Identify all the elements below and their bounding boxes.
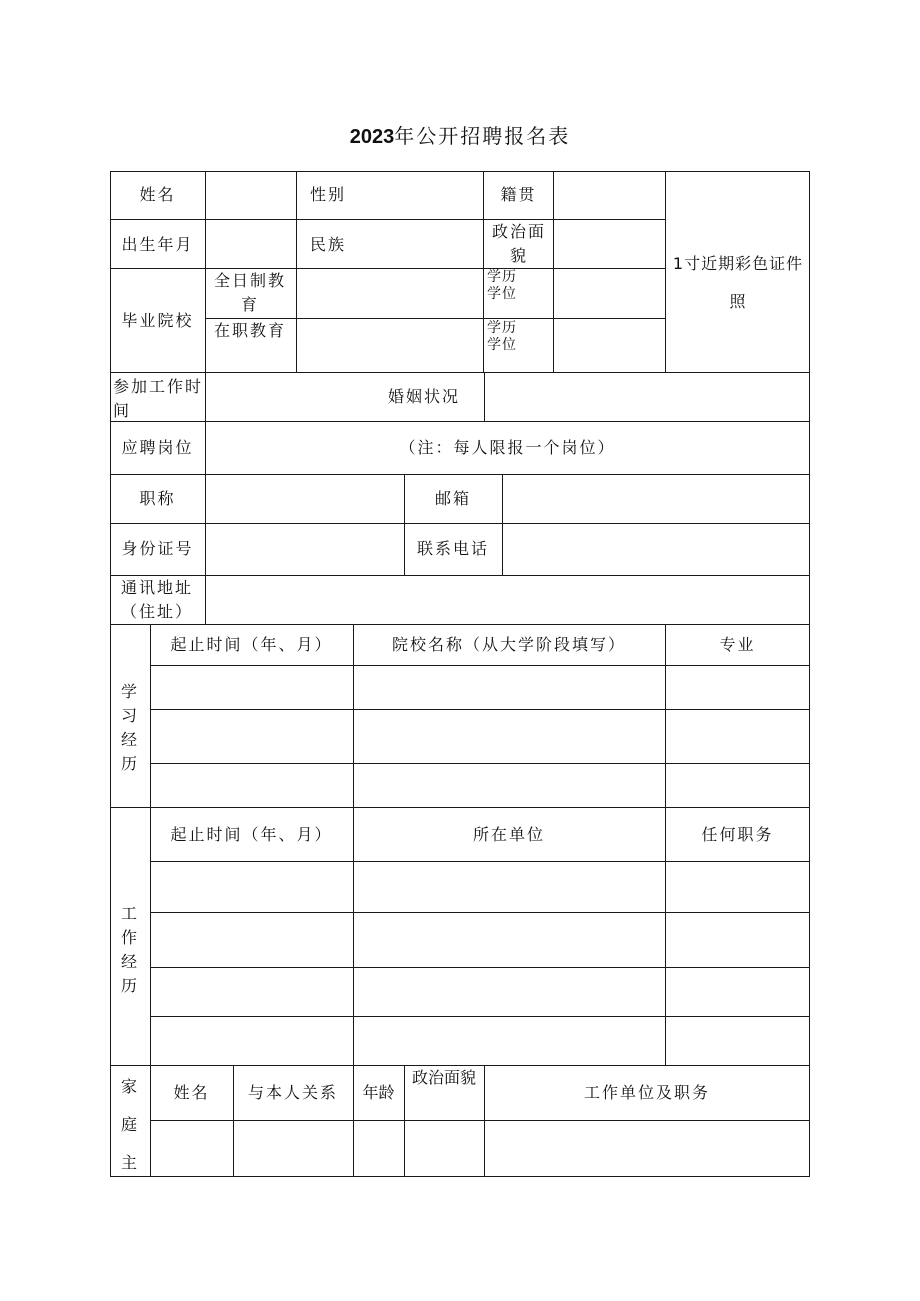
position-note: （注：每人限报一个岗位） (399, 438, 616, 457)
col-divider (502, 474, 503, 576)
row-divider (110, 219, 665, 220)
row-divider (150, 861, 810, 862)
label-photo: 1寸近期彩色证件照 (672, 254, 804, 311)
row-divider (110, 268, 665, 269)
row-divider (150, 1120, 810, 1121)
study-header-period: 起止时间（年、月） (170, 635, 333, 654)
label-name: 姓名 (139, 185, 176, 204)
border-top (110, 171, 810, 172)
family-header-name: 姓名 (173, 1083, 210, 1102)
col-divider (205, 372, 206, 625)
row-divider (110, 523, 810, 524)
row-divider (150, 709, 810, 710)
family-header-employer: 工作单位及职务 (583, 1083, 710, 1102)
label-marital: 婚姻状况 (388, 387, 461, 406)
row-divider (150, 912, 810, 913)
label-birth: 出生年月 (121, 235, 194, 254)
row-divider (150, 665, 810, 666)
row-divider (150, 763, 810, 764)
label-work-start: 参加工作时间 (113, 377, 204, 420)
border-right (809, 171, 810, 1177)
row-divider (110, 372, 810, 373)
col-divider (296, 171, 297, 373)
label-inservice-edu: 在职教育 (214, 321, 287, 340)
label-work: 工作经历 (120, 904, 139, 995)
label-fulltime-edu: 全日制教育 (213, 271, 286, 314)
work-header-period: 起止时间（年、月） (170, 825, 333, 844)
col-divider (553, 171, 554, 373)
label-family: 家庭主 (120, 1077, 139, 1172)
label-degree-inservice: 学历学位 (487, 320, 517, 353)
family-header-relation: 与本人关系 (247, 1083, 338, 1102)
row-divider (150, 967, 810, 968)
col-divider (205, 171, 206, 373)
study-header-major: 专业 (719, 635, 756, 654)
border-bottom (110, 1176, 810, 1177)
row-divider (150, 1016, 810, 1017)
label-address: 通讯地址（住址） (120, 578, 193, 621)
label-native-place: 籍贯 (500, 185, 537, 204)
form-title (0, 120, 920, 149)
work-header-position: 任何职务 (701, 825, 774, 844)
label-degree-fulltime: 学历学位 (487, 269, 517, 302)
label-phone: 联系电话 (416, 539, 489, 558)
title-text: 年公开招聘报名表 (394, 124, 571, 148)
label-title: 职称 (139, 489, 176, 508)
row-divider (110, 575, 810, 576)
row-divider (110, 807, 810, 808)
label-ethnicity: 民族 (310, 235, 347, 254)
label-study: 学习经历 (120, 682, 139, 773)
label-email: 邮箱 (434, 489, 471, 508)
label-id-no: 身份证号 (121, 539, 194, 558)
row-divider (296, 318, 665, 319)
row-divider (110, 624, 810, 625)
label-position: 应聘岗位 (121, 438, 194, 457)
col-divider (484, 372, 485, 422)
title-year: 2023 (349, 126, 395, 148)
label-gender: 性别 (310, 185, 347, 204)
row-divider (110, 474, 810, 475)
family-header-political: 政治面貌 (411, 1068, 476, 1087)
row-divider (110, 421, 810, 422)
family-header-age: 年龄 (362, 1083, 395, 1102)
label-political-status: 政治面貌 (491, 222, 546, 265)
label-school: 毕业院校 (121, 311, 194, 330)
study-header-school: 院校名称（从大学阶段填写） (391, 635, 626, 654)
work-header-employer: 所在单位 (472, 825, 545, 844)
